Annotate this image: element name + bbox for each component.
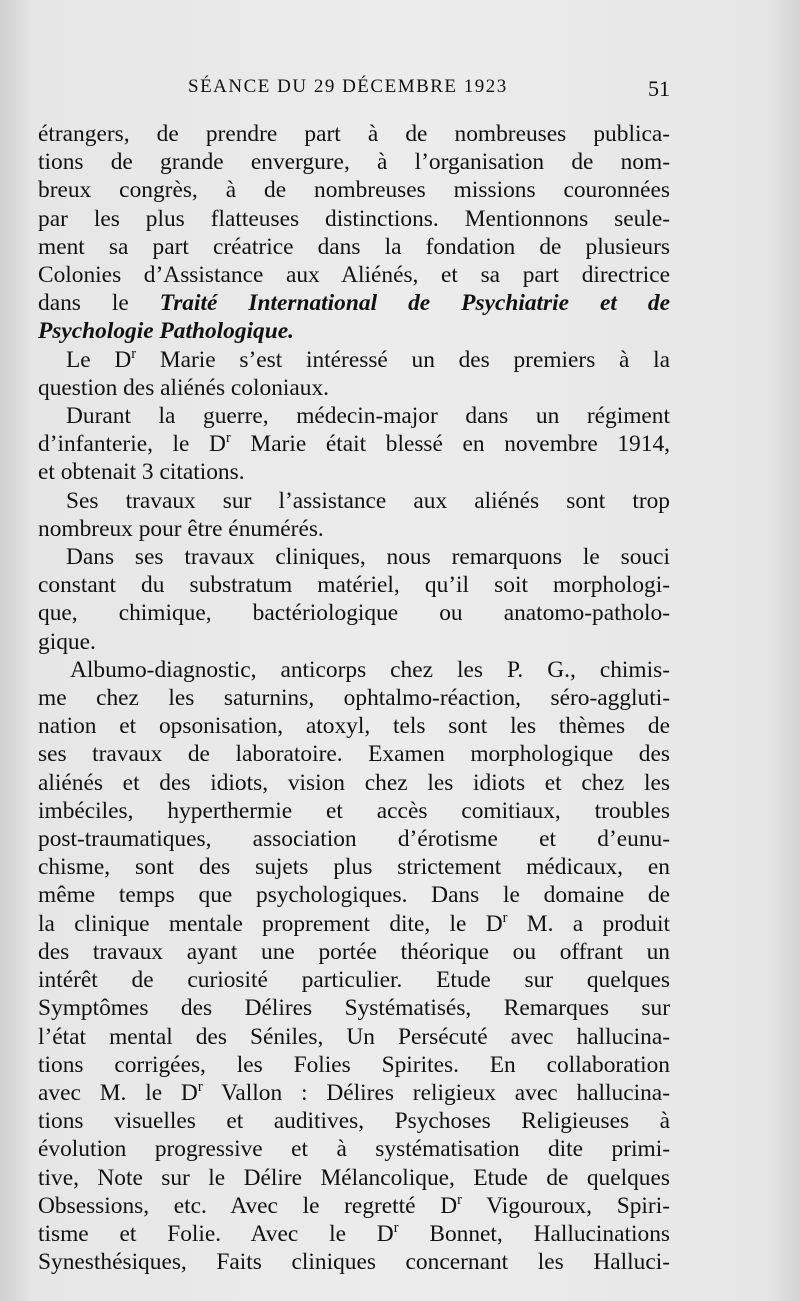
text-line: Colonies d’Assistance aux Aliénés, et sa part directrice (38, 262, 670, 289)
superscript: r (131, 345, 137, 362)
page-body (38, 120, 670, 1276)
paragraph-4 (38, 487, 670, 543)
text-line: gique. (38, 628, 96, 655)
text-line: évolution progressive et à systématisation dite primi- (38, 1136, 670, 1163)
superscript: r (197, 1079, 203, 1096)
text-line (38, 1079, 670, 1107)
text-line: Symptômes des Délires Systématisés, Remarques sur (38, 995, 670, 1022)
text-line: ses travaux de laboratoire. Examen morphologique des (38, 741, 670, 768)
text-line (38, 1192, 670, 1220)
text-line: Ses travaux sur l’assistance aux aliénés sont trop (66, 487, 670, 514)
book-title-italic: Traité International de Psychiatrie et de (159, 290, 670, 317)
superscript: r (457, 1191, 462, 1208)
text-line (38, 430, 670, 458)
text-fragment: Le D (66, 346, 132, 373)
text-line: intérêt de curiosité particulier. Etude sur quelques (38, 967, 670, 994)
text-line: tions corrigées, les Folies Spirites. En collaboration (38, 1051, 670, 1078)
text-line: tions de grande envergure, à l’organisation de nom- (38, 149, 670, 176)
text-fragment: Obsessions, etc. Avec le regretté D (38, 1192, 458, 1219)
text-line: que, chimique, bactériologique ou anatomo-patholo- (38, 600, 670, 627)
paragraph-3 (38, 402, 670, 487)
text-line: l’état mental des Séniles, Un Persécuté avec hallucina- (38, 1023, 670, 1050)
superscript: r (225, 430, 231, 447)
text-fragment: dans le (38, 290, 160, 317)
text-line: tive, Note sur le Délire Mélancolique, Etude de quelques (38, 1164, 670, 1191)
text-line: Dans ses travaux cliniques, nous remarquons le souci (66, 544, 670, 571)
text-line (38, 289, 670, 317)
text-line (38, 910, 670, 938)
text-line: des travaux ayant une portée théorique ou offrant un (38, 938, 670, 965)
text-fragment: d’infanterie, le D (38, 431, 226, 458)
text-fragment: Bonnet, Hallucinations (398, 1220, 670, 1247)
text-line: me chez les saturnins, ophtalmo-réaction, séro-aggluti- (38, 685, 670, 712)
text-line: imbéciles, hyperthermie et accès comitiaux, troubles (38, 797, 670, 824)
text-line: étrangers, de prendre part à de nombreuses publica- (38, 121, 670, 147)
text-line: Albumo-diagnostic, anticorps chez les P. G., chimis- (70, 656, 670, 683)
text-line (38, 346, 670, 374)
text-fragment: Marie était blessé en novembre 1914, (230, 431, 670, 458)
text-fragment: Marie s’est intéressé un des premiers à la (136, 346, 670, 373)
text-line: par les plus flatteuses distinctions. Mentionnons seule- (38, 205, 670, 232)
text-line: Synesthésiques, Faits cliniques concernant les Halluci- (38, 1249, 670, 1276)
page-number: 51 (648, 76, 670, 101)
text-line: et obtenait 3 citations. (38, 459, 245, 486)
text-fragment: avec M. le D (38, 1079, 198, 1106)
text-fragment: Vallon : Délires religieux avec hallucina- (202, 1079, 670, 1106)
page-header (38, 76, 670, 106)
text-line: constant du substratum matériel, qu’il soit morphologi- (38, 572, 670, 599)
paragraph-6 (38, 656, 670, 1276)
paragraph-2 (38, 346, 670, 402)
text-line: question des aliénés coloniaux. (38, 374, 330, 401)
text-line: ment sa part créatrice dans la fondation de plusieurs (38, 233, 670, 260)
text-line: breux congrès, à de nombreuses missions couronnées (38, 177, 670, 204)
text-line: chisme, sont des sujets plus strictement médicaux, en (38, 854, 670, 881)
text-line: même temps que psychologiques. Dans le domaine de (38, 882, 670, 909)
paragraph-5 (38, 543, 670, 656)
text-line: nation et opsonisation, atoxyl, tels sont les thèmes de (38, 713, 670, 740)
text-line: tions visuelles et auditives, Psychoses Religieuses à (38, 1108, 670, 1135)
running-head: SÉANCE DU 29 DÉCEMBRE 1923 (188, 76, 508, 97)
paragraph-1 (38, 120, 670, 346)
text-line: Durant la guerre, médecin-major dans un régiment (66, 403, 670, 430)
text-line: post-traumatiques, association d’érotisme et d’eunu- (38, 826, 670, 853)
text-fragment: tisme et Folie. Avec le D (38, 1220, 394, 1247)
text-line (38, 1220, 670, 1248)
text-line: aliénés et des idiots, vision chez les idiots et chez les (38, 769, 670, 796)
book-title-italic: Psychologie Pathologique. (38, 318, 294, 345)
superscript: r (502, 909, 508, 926)
text-fragment: M. a produit (507, 910, 671, 937)
superscript: r (393, 1220, 399, 1237)
text-fragment: Vigouroux, Spiri- (461, 1192, 670, 1219)
text-line: nombreux pour être énumérés. (38, 515, 324, 542)
text-fragment: la clinique mentale proprement dite, le D (38, 910, 503, 937)
